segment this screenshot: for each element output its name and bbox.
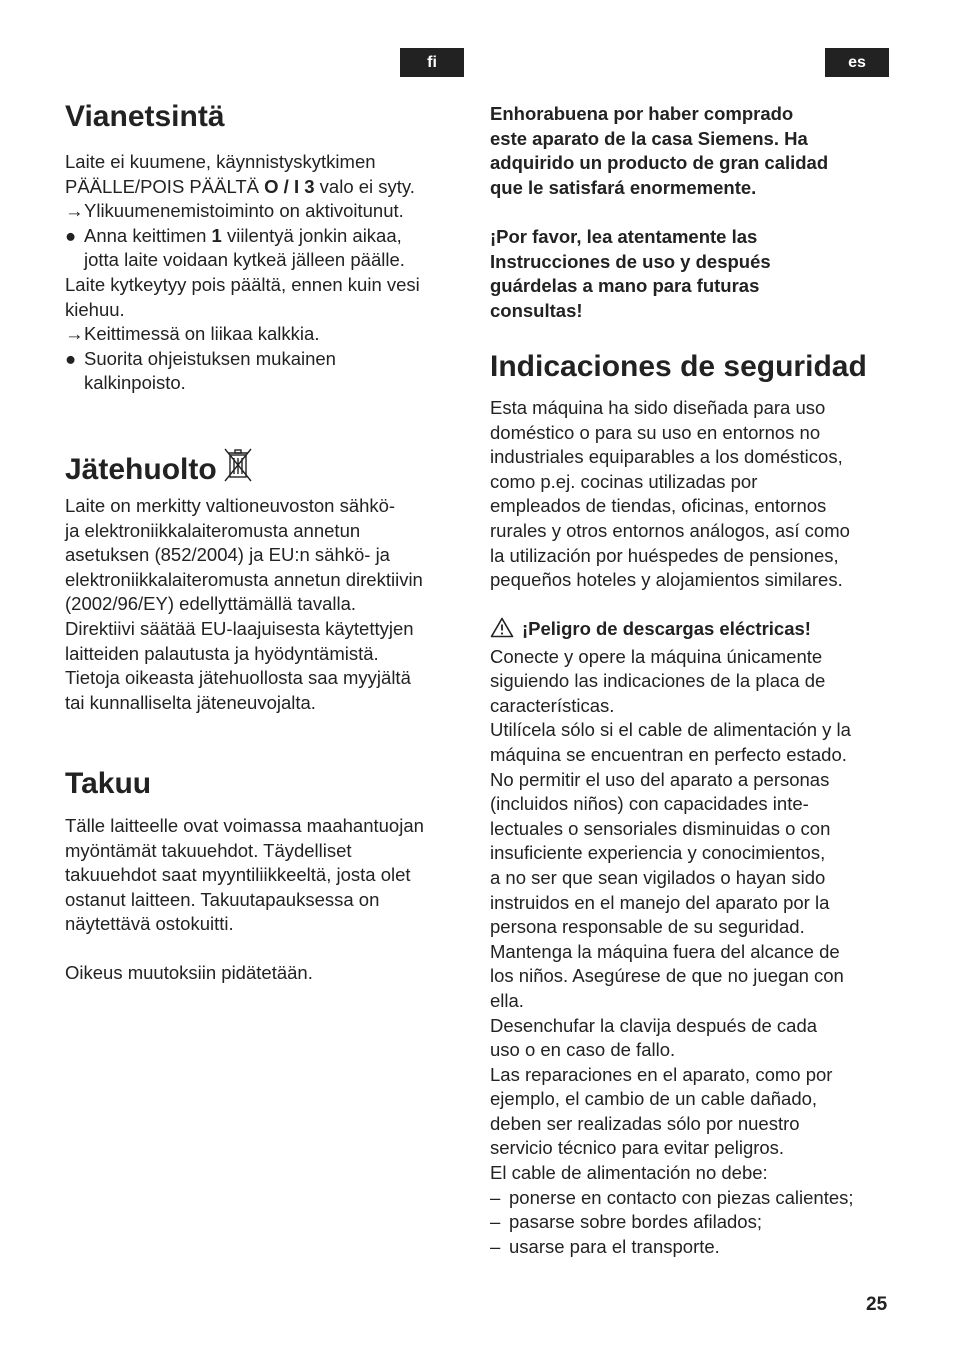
remedy-text: Suorita ohjeistuksen mukainen: [84, 347, 336, 369]
safety-line: Mantenga la máquina fuera del alcance de: [490, 940, 840, 962]
trouble-text: kiehuu.: [65, 298, 125, 320]
safety-line: Utilícela sólo si el cable de alimentación y la: [490, 719, 851, 741]
cause-text: Keittimessä on liikaa kalkkia.: [84, 323, 320, 345]
trouble-text: Laite kytkeytyy pois päältä, ennen kuin vesi: [65, 273, 420, 295]
safety-line: siguiendo las indicaciones de la placa de: [490, 670, 826, 692]
troubleshooting-heading: Vianetsintä: [65, 100, 225, 133]
safety-line: los niños. Asegúrese de que no juegan con: [490, 965, 844, 987]
arrow-right-icon: →: [65, 323, 84, 345]
instructions-line: ¡Por favor, lea atentamente las: [490, 226, 758, 247]
safety-line: ella.: [490, 989, 524, 1011]
safety-line: El cable de alimentación no debe:: [490, 1162, 768, 1184]
language-tab-es-label: es: [848, 53, 866, 71]
safety-line: máquina se encuentran en perfecto estado.: [490, 743, 847, 765]
safety-line: a no ser que sean vigilados o hayan sido: [490, 866, 826, 888]
read-instructions-paragraph: [490, 225, 900, 323]
safety-line: uso o en caso de fallo.: [490, 1039, 676, 1061]
dash-item-text: pasarse sobre bordes afilados;: [509, 1211, 762, 1233]
warranty-heading: Takuu: [65, 767, 152, 800]
safety-line: ejemplo, el cambio de un cable dañado,: [490, 1088, 818, 1110]
warranty-line: myöntämät takuuehdot. Täydelliset: [65, 839, 352, 861]
intro-line: este aparato de la casa Siemens. Ha: [490, 127, 808, 149]
disposal-heading: Jätehuolto: [65, 453, 217, 486]
intro-line: que le satisfará enormemente.: [490, 176, 757, 198]
safety-line: Conecte y opere la máquina únicamente: [490, 645, 823, 667]
congratulations-paragraph: [490, 102, 900, 200]
disposal-line: laitteiden palautusta ja hyödyntämistä.: [65, 642, 379, 664]
safety-line: Esta máquina ha sido diseñada para uso: [490, 397, 826, 418]
trouble-text-part: PÄÄLLE/POIS PÄÄLTÄ: [65, 175, 265, 197]
safety-line: como p.ej. cocinas utilizadas por: [490, 470, 758, 492]
disposal-line: Laite on merkitty valtioneuvoston sähkö-: [65, 495, 396, 516]
cause-text: Ylikuumenemistoiminto on aktivoitunut.: [84, 200, 404, 222]
safety-line: Las reparaciones en el aparato, como por: [490, 1063, 833, 1085]
safety-line: No permitir el uso del aparato a personas: [490, 768, 830, 790]
trouble-text-line: [65, 175, 475, 200]
safety-line: insuficiente experiencia y conocimientos,: [490, 842, 826, 864]
cause-line: [65, 199, 475, 224]
remedy-part: viilentyä jonkin aikaa,: [221, 224, 402, 246]
safety-line: características.: [490, 694, 615, 716]
danger-heading: ¡Peligro de descargas eléctricas!: [522, 618, 811, 639]
dash-list-item: [490, 1186, 900, 1211]
disposal-line: elektroniikkalaiteromusta annetun direktiivin: [65, 568, 423, 590]
safety-line: rurales y otros entornos análogos, así como: [490, 519, 850, 541]
safety-line: (incluidos niños) con capacidades inte-: [490, 793, 809, 815]
instructions-line: consultas!: [490, 299, 583, 321]
intro-line: adquirido un producto de gran calidad: [490, 152, 829, 174]
safety-line: empleados de tiendas, oficinas, entornos: [490, 495, 827, 517]
safety-heading: Indicaciones de seguridad: [490, 350, 867, 383]
arrow-right-icon: →: [65, 200, 84, 222]
safety-line: Desenchufar la clavija después de cada: [490, 1014, 818, 1036]
disposal-line: asetuksen (852/2004) ja EU:n sähkö- ja: [65, 544, 390, 566]
warranty-line: ostanut laitteen. Takuutapauksessa on: [65, 888, 380, 910]
troubleshooting-section: [65, 150, 475, 396]
warranty-paragraph: [65, 814, 475, 937]
dash-bullet-icon: –: [490, 1211, 501, 1233]
bullet-icon: ●: [65, 224, 77, 246]
language-tab-es: [825, 48, 889, 77]
remedy-text: kalkinpoisto.: [84, 372, 186, 394]
language-tab-fi-label: fi: [427, 53, 437, 71]
dash-list-item: [490, 1210, 900, 1235]
warranty-line: Tälle laitteelle ovat voimassa maahantuojan: [65, 815, 424, 836]
cause-line: [65, 322, 475, 347]
rights-reserved-note: Oikeus muutoksiin pidätetään.: [65, 962, 313, 983]
bullet-icon: ●: [65, 347, 77, 369]
safety-line: la utilización por huéspedes de pensiones,: [490, 544, 839, 566]
safety-intro-paragraph: [490, 396, 900, 593]
safety-line: deben ser realizadas sólo por nuestro: [490, 1112, 800, 1134]
remedy-text: jotta laite voidaan kytkeä jälleen päälle.: [84, 249, 405, 271]
warranty-line: näytettävä ostokuitti.: [65, 913, 234, 935]
safety-line: lectuales o sensoriales disminuidas o con: [490, 817, 831, 839]
disposal-line: ja elektroniikkalaiteromusta annetun: [65, 519, 361, 541]
dash-bullet-icon: –: [490, 1235, 501, 1257]
disposal-paragraph: [65, 494, 475, 715]
remedy-line: [65, 347, 475, 372]
dash-list-item: [490, 1235, 900, 1260]
electric-danger-section: [490, 617, 900, 1259]
instructions-line: guárdelas a mano para futuras: [490, 275, 760, 297]
safety-line: persona responsable de su seguridad.: [490, 916, 805, 938]
remedy-line: [65, 224, 475, 249]
disposal-heading-row: [65, 447, 253, 492]
switch-label: O / I 3: [264, 175, 315, 197]
safety-line: servicio técnico para evitar peligros.: [490, 1137, 785, 1159]
instructions-line: Instrucciones de uso y después: [490, 250, 771, 272]
trouble-text: Laite ei kuumene, käynnistyskytkimen: [65, 151, 376, 172]
dash-bullet-icon: –: [490, 1186, 501, 1208]
danger-heading-row: [490, 617, 900, 645]
page-number: 25: [866, 1294, 888, 1315]
disposal-line: Direktiivi säätää EU-laajuisesta käytettyjen: [65, 617, 414, 639]
safety-line: pequeños hoteles y alojamientos similares.: [490, 569, 843, 591]
dash-item-text: usarse para el transporte.: [509, 1235, 720, 1257]
disposal-line: tai kunnalliselta jäteneuvojalta.: [65, 691, 316, 713]
disposal-line: (2002/96/EY) edellyttämällä tavalla.: [65, 593, 357, 615]
crossed-bin-icon: [223, 447, 253, 492]
kettle-number: 1: [211, 224, 222, 246]
safety-line: doméstico o para su uso en entornos no: [490, 421, 821, 443]
warning-triangle-icon: [490, 617, 514, 645]
safety-line: industriales equiparables a los domésticos,: [490, 446, 843, 468]
remedy-part: Anna keittimen: [84, 224, 212, 246]
warranty-line: takuuehdot saat myyntiliikkeeltä, josta olet: [65, 864, 411, 886]
language-tab-fi: [400, 48, 464, 77]
intro-line: Enhorabuena por haber comprado: [490, 103, 794, 124]
disposal-line: Tietoja oikeasta jätehuollosta saa myyjältä: [65, 667, 411, 689]
safety-line: instruidos en el manejo del aparato por la: [490, 891, 830, 913]
trouble-text-part: valo ei syty.: [314, 175, 415, 197]
dash-item-text: ponerse en contacto con piezas calientes;: [509, 1186, 854, 1208]
